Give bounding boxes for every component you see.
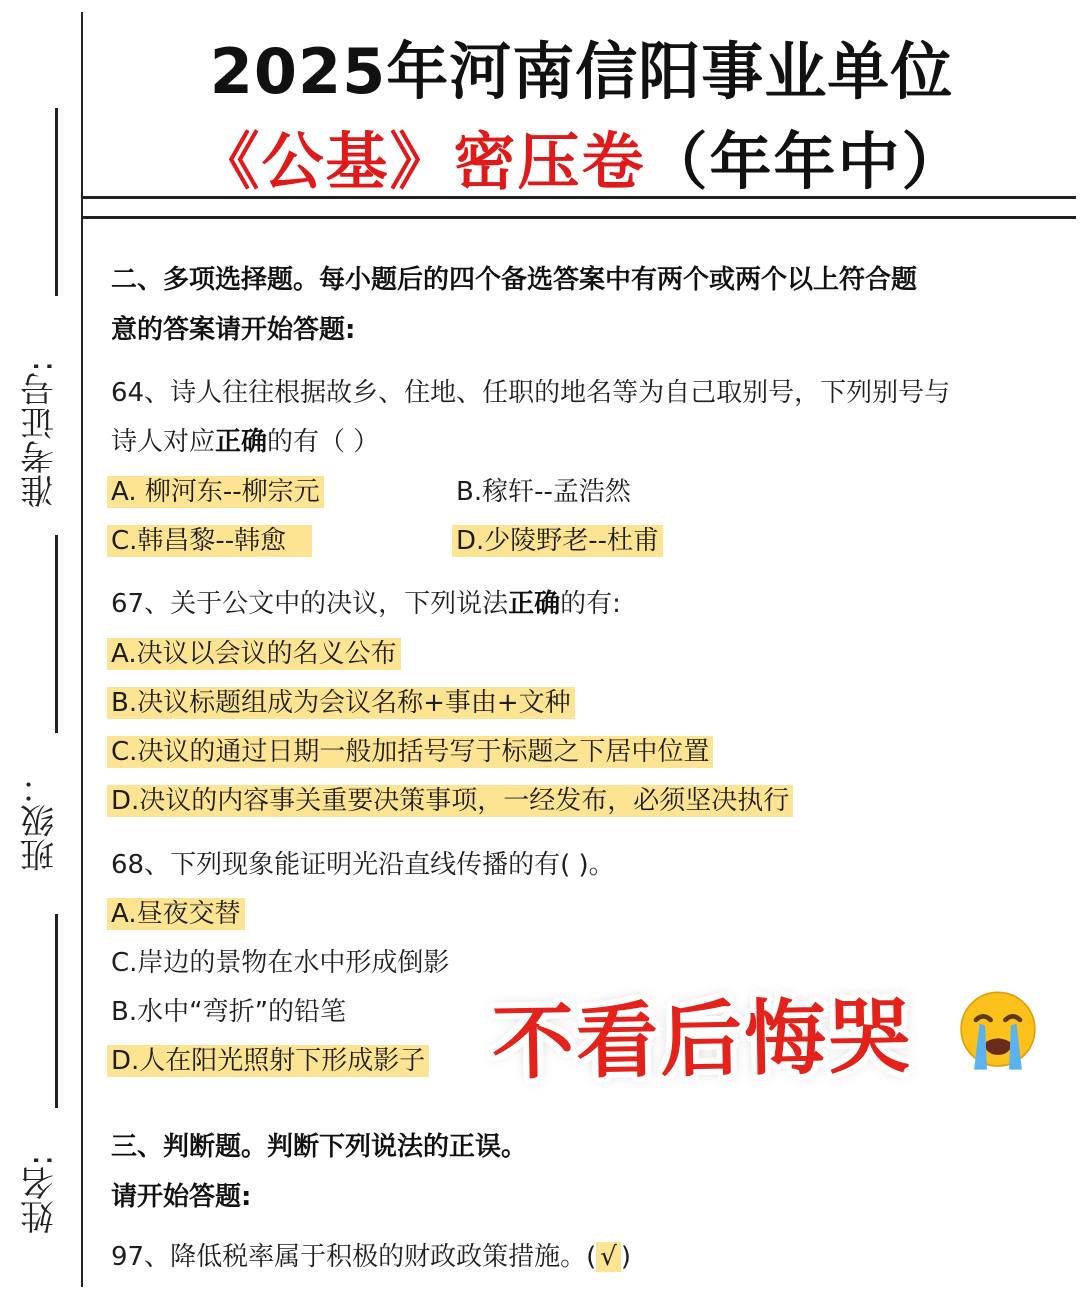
q67-option-c-text: C.决议的通过日期一般加括号写于标题之下居中位置: [107, 736, 713, 768]
q97-answer-mark: √: [596, 1242, 621, 1272]
q64-stem-line2: [111, 425, 379, 459]
regret-sticker-text: 不看后悔哭: [491, 989, 913, 1092]
left-margin-rule: [81, 12, 83, 1287]
admission-number-label: 准考证号:: [20, 360, 61, 508]
section3-intro-line2: 请开始答题:: [111, 1182, 252, 1212]
q64-option-b: B.稼轩--孟浩然: [456, 477, 631, 507]
q67-stem-bold: 正确: [508, 589, 561, 619]
q68-option-a: [111, 897, 245, 931]
section2-intro-line1: 二、多项选择题。每小题后的四个备选答案中有两个或两个以上符合题: [111, 265, 918, 295]
class-blank: [55, 535, 58, 733]
q67-option-d-text: D.决议的内容事关重要决策事项，一经发布，必须坚决执行: [107, 785, 793, 817]
subtitle-black: （年年中）: [645, 125, 966, 198]
page-title: 2025年河南信阳事业单位: [209, 35, 954, 108]
q67-option-d: [111, 784, 793, 818]
q64-option-d-text: D.少陵野老--杜甫: [452, 525, 663, 557]
q97-stem-text: 97、降低税率属于积极的财政政策措施。(: [111, 1242, 597, 1272]
q67-option-a-text: A.决议以会议的名义公布: [107, 638, 401, 670]
q64-stem-bold: 正确: [215, 427, 268, 457]
admission-number-blank: [55, 108, 58, 296]
q64-option-c: [111, 524, 312, 558]
q67-stem-post: 的有:: [560, 589, 621, 619]
q68-option-c: C.岸边的景物在水中形成倒影: [111, 948, 450, 978]
q97-close-paren: ): [620, 1242, 631, 1272]
q64-option-a: [111, 475, 324, 509]
q67-option-c: [111, 735, 713, 769]
q68-option-b: B.水中“弯折”的铅笔: [111, 997, 347, 1027]
q64-option-a-text: A. 柳河东--柳宗元: [107, 476, 324, 508]
q97-stem: [111, 1240, 631, 1274]
q64-option-c-text: C.韩昌黎--韩愈: [107, 525, 312, 557]
q67-option-b: [111, 686, 575, 720]
q68-option-d-text: D.人在阳光照射下形成影子: [107, 1045, 429, 1077]
name-label: 姓名:: [20, 1154, 61, 1234]
header-rule-bottom: [83, 216, 1076, 219]
section2-intro-line2: 意的答案请开始答题:: [111, 315, 356, 345]
q64-stem-line1: 64、诗人往往根据故乡、住地、任职的地名等为自己取别号，下列别号与: [111, 378, 951, 408]
q67-option-b-text: B.决议标题组成为会议名称+事由+文种: [107, 687, 575, 719]
subtitle-red: 《公基》密压卷: [197, 125, 646, 198]
page-subtitle: [83, 112, 1080, 201]
q68-stem: 68、下列现象能证明光沿直线传播的有( )。: [111, 850, 615, 880]
q68-option-d: [111, 1044, 429, 1078]
q67-stem-pre: 67、关于公文中的决议，下列说法: [111, 589, 509, 619]
q64-option-d: [456, 524, 663, 558]
name-blank: [55, 914, 58, 1108]
q64-stem-pre: 诗人对应: [111, 427, 216, 457]
class-label: 班级：: [20, 770, 61, 872]
q67-stem: [111, 587, 621, 621]
section3-intro-line1: 三、判断题。判断下列说法的正误。: [111, 1132, 528, 1162]
crying-face-icon: [952, 985, 1044, 1077]
q64-stem-post: 的有（ ）: [267, 427, 380, 457]
q67-option-a: [111, 637, 401, 671]
q68-option-a-text: A.昼夜交替: [107, 898, 245, 930]
